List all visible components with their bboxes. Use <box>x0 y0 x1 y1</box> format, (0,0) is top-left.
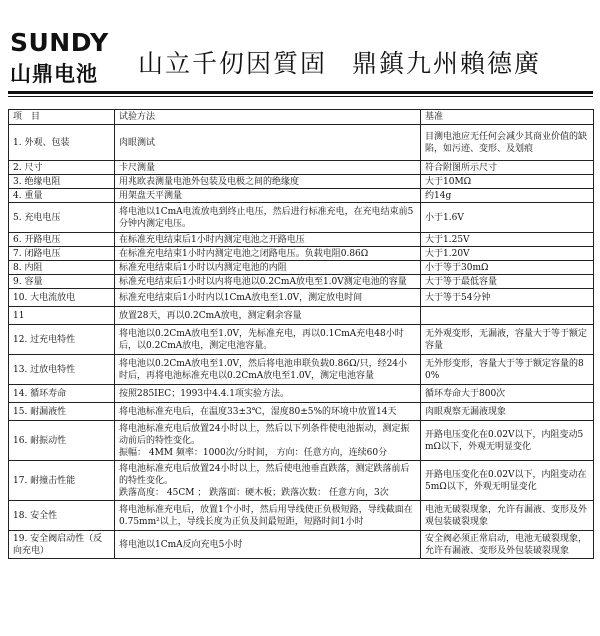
table-row <box>9 325 594 355</box>
table-row <box>9 175 594 189</box>
cell-standard: 安全阀必须正常启动，电池无破裂现象，允许有漏液、变形及外包装破裂现象 <box>421 531 594 559</box>
cell-method: 按照285IEC；1993中4.4.1项实验方法。 <box>115 385 421 403</box>
table-row <box>9 289 594 307</box>
table-row <box>9 261 594 275</box>
cell-item: 16. 耐振动性 <box>9 421 115 461</box>
cell-method: 在标准充电结束1小时内测定电池之闭路电压。负载电阻0.86Ω <box>115 247 421 261</box>
column-header-item: 项 目 <box>9 110 115 125</box>
cell-item: 19. 安全阀启动性（反向充电） <box>9 531 115 559</box>
cell-method: 在标准充电结束后1小时内测定电池之开路电压 <box>115 233 421 247</box>
table-header-row <box>9 110 594 125</box>
cell-standard: 目测电池应无任何会减少其商业价值的缺陷，如污迹、变形、及划痕 <box>421 125 594 161</box>
slogan-right: 鼎鎮九州賴德廣 <box>352 49 542 78</box>
table-row <box>9 307 594 325</box>
cell-item: 14. 循环寿命 <box>9 385 115 403</box>
cell-item: 12. 过充电特性 <box>9 325 115 355</box>
header-rule-thin <box>8 96 593 97</box>
cell-method: 将电池以1CmA电流放电到终止电压，然后进行标准充电，在充电结束前5分钟内测定电压。 <box>115 203 421 233</box>
cell-item: 2. 尺寸 <box>9 161 115 175</box>
cell-method: 用架盘天平测量 <box>115 189 421 203</box>
cell-standard: 电池无破裂现象，允许有漏液、变形及外观包装破裂现象 <box>421 501 594 531</box>
table-row <box>9 403 594 421</box>
cell-item: 8. 内阻 <box>9 261 115 275</box>
cell-standard: 无外形变形，容量大于等于额定容量的80% <box>421 355 594 385</box>
cell-method: 标准充电结束后1小时内以1CmA放电至1.0V，测定放电时间 <box>115 289 421 307</box>
table-row <box>9 233 594 247</box>
cell-standard: 小于1.6V <box>421 203 594 233</box>
column-header-standard: 基准 <box>421 110 594 125</box>
cell-item: 17. 耐撞击性能 <box>9 461 115 501</box>
cell-item: 15. 耐漏液性 <box>9 403 115 421</box>
cell-item: 11 <box>9 307 115 325</box>
cell-item: 5. 充电电压 <box>9 203 115 233</box>
table-row <box>9 189 594 203</box>
cell-method: 标准充电结束后1小时以内将电池以0.2CmA放电至1.0V测定电池的容量 <box>115 275 421 289</box>
table-row <box>9 275 594 289</box>
cell-standard: 肉眼观察无漏液现象 <box>421 403 594 421</box>
cell-standard: 无外观变形，无漏液，容量大于等于额定容量 <box>421 325 594 355</box>
table-row <box>9 355 594 385</box>
table-row <box>9 531 594 559</box>
cell-standard: 开路电压变化在0.02V以下，内阻变动5mΩ以下，外观无明显变化 <box>421 421 594 461</box>
cell-item: 6. 开路电压 <box>9 233 115 247</box>
table-row <box>9 247 594 261</box>
slogan-left: 山立千仞因質固 <box>138 49 328 78</box>
cell-standard: 大于1.20V <box>421 247 594 261</box>
cell-standard: 小于等于30mΩ <box>421 261 594 275</box>
table-row <box>9 125 594 161</box>
brand-name-english: SUNDY <box>10 28 109 57</box>
cell-item: 10. 大电流放电 <box>9 289 115 307</box>
cell-standard: 符合附图所示尺寸 <box>421 161 594 175</box>
cell-method: 用兆欧表测量电池外包装及电极之间的绝缘度 <box>115 175 421 189</box>
cell-standard: 约14g <box>421 189 594 203</box>
cell-item: 9. 容量 <box>9 275 115 289</box>
table-row <box>9 461 594 501</box>
cell-method: 将电池以0.2CmA放电至1.0V，先标准充电，再以0.1CmA充电48小时后，以0.2CmA放电，测定电池容量。 <box>115 325 421 355</box>
table-row <box>9 421 594 461</box>
cell-standard: 开路电压变化在0.02V以下，内阻变动在5mΩ以下，外观无明显变化 <box>421 461 594 501</box>
brand-name-chinese: 山鼎电池 <box>10 61 98 86</box>
cell-standard: 大于1.25V <box>421 233 594 247</box>
cell-standard: 大于等于最低容量 <box>421 275 594 289</box>
cell-method: 将电池标准充电后放置24小时以上，然后使电池垂直跌落，测定跌落前后的特性变化。 跌落高度： 45CM ； 跌落面：硬木板；跌落次数： 任意方向，3次 <box>115 461 421 501</box>
document-header <box>0 0 600 100</box>
table-row <box>9 501 594 531</box>
cell-item: 13. 过放电特性 <box>9 355 115 385</box>
table-row <box>9 161 594 175</box>
cell-item: 18. 安全性 <box>9 501 115 531</box>
cell-item: 1. 外观、包装 <box>9 125 115 161</box>
cell-method: 将电池标准充电后，放置1个小时，然后用导线使正负极短路，导线截面在0.75mm²以上，导线长度为正负及间最短距，短路时间1小时 <box>115 501 421 531</box>
cell-method: 卡尺测量 <box>115 161 421 175</box>
cell-standard <box>421 307 594 325</box>
cell-standard: 循环寿命大于800次 <box>421 385 594 403</box>
cell-method: 放置28天，再以0.2CmA放电，测定剩余容量 <box>115 307 421 325</box>
cell-standard: 大于10MΩ <box>421 175 594 189</box>
cell-standard: 大于等于54分钟 <box>421 289 594 307</box>
cell-method: 标准充电结束后1小时以内测定电池的内阻 <box>115 261 421 275</box>
test-spec-table <box>8 109 594 559</box>
cell-method: 肉眼测试 <box>115 125 421 161</box>
cell-method: 将电池标准充电后，在温度33±3℃，湿度80±5%的环境中放置14天 <box>115 403 421 421</box>
cell-item: 4. 重量 <box>9 189 115 203</box>
table-row <box>9 385 594 403</box>
cell-method: 将电池标准充电后放置24小时以上，然后以下列条件使电池振动，测定振动前后的特性变化。 振幅： 4MM 频率：1000次/分时间， 方向：任意方向，连续60分 <box>115 421 421 461</box>
cell-method: 将电池以1CmA反向充电5小时 <box>115 531 421 559</box>
cell-item: 3. 绝缘电阻 <box>9 175 115 189</box>
column-header-method: 试验方法 <box>115 110 421 125</box>
header-rule-thick <box>8 91 593 94</box>
table-row <box>9 203 594 233</box>
cell-method: 将电池以0.2CmA放电至1.0V，然后将电池串联负载0.86Ω/只，经24小时后，再将电池标准充电以0.2CmA放电至1.0V，测定电池容量 <box>115 355 421 385</box>
cell-item: 7. 闭路电压 <box>9 247 115 261</box>
